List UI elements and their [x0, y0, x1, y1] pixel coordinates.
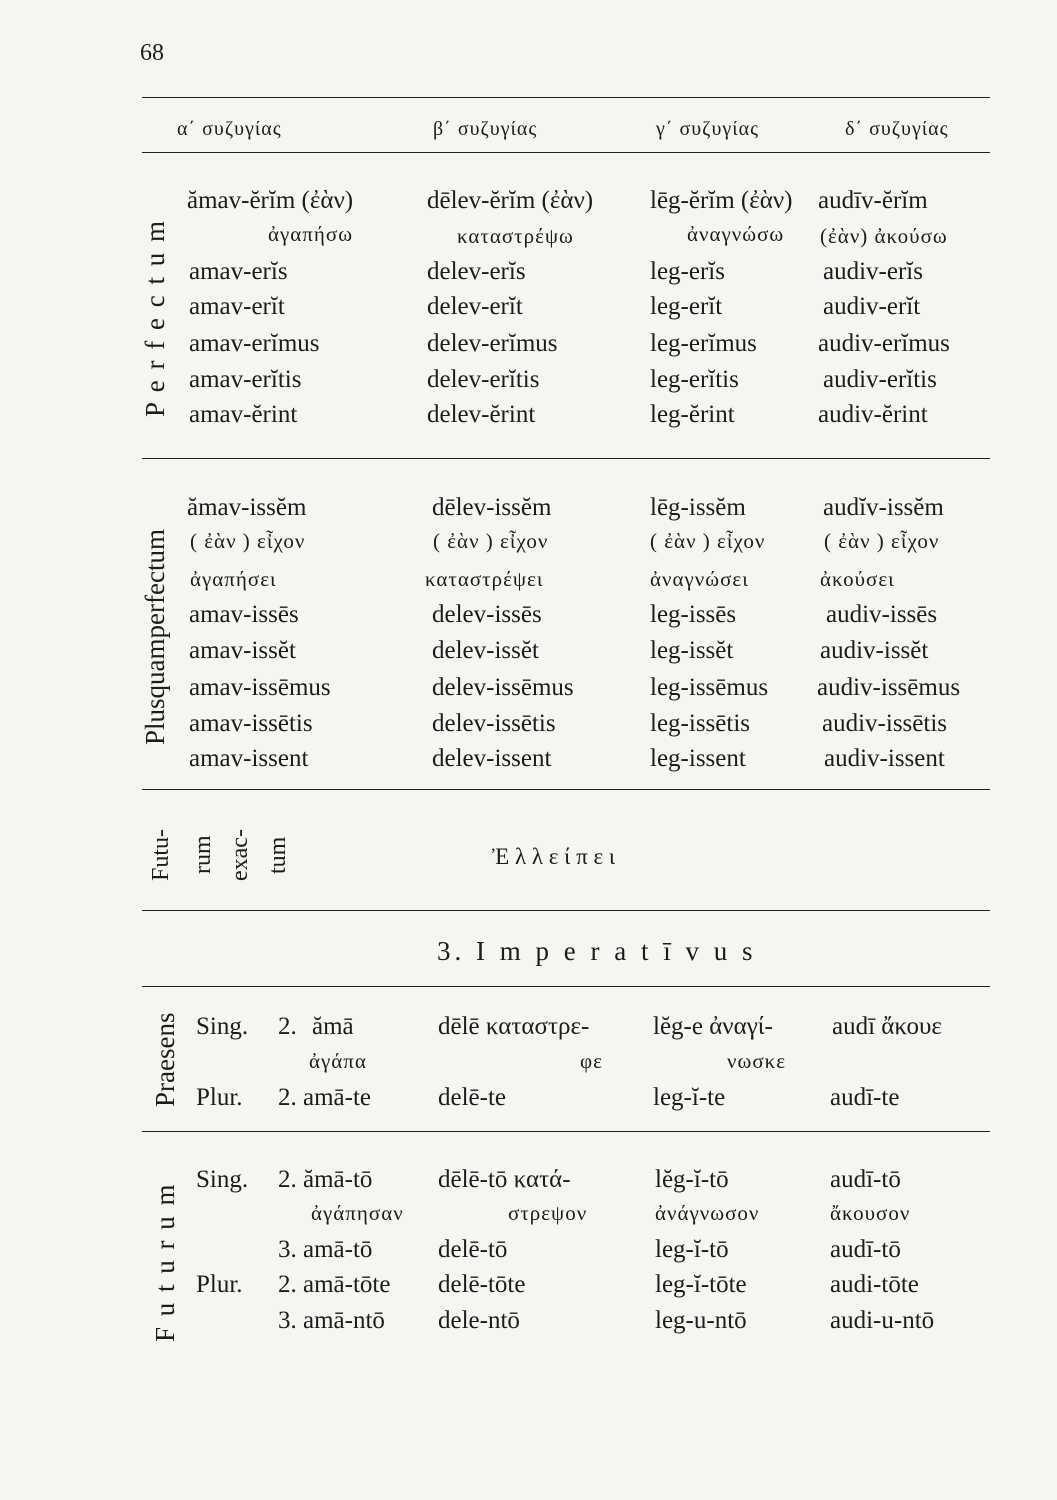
- futurum-greek-col3: ἀνάγνωσον: [655, 1201, 760, 1225]
- plusq-row6-col4: audiv-issent: [824, 745, 945, 772]
- plusq-row3-col3: leg-issĕt: [650, 637, 734, 664]
- perfectum-row4-col3: leg-erĭmus: [650, 330, 757, 357]
- plusq-eichon-col2: ( ἐὰν ) εἶχον: [433, 529, 549, 553]
- praesens-sing-col2: dēlē καταστρε-: [438, 1013, 590, 1040]
- praesens-plur-col1: 2. amā-te: [278, 1084, 372, 1111]
- futurum-row2-col4: audī-tō: [830, 1236, 901, 1263]
- perfectum-row2-col1: amav-erĭs: [189, 258, 288, 285]
- praesens-greek-col2: φε: [580, 1049, 603, 1073]
- futurum-exactum-label-1: Futu-: [148, 829, 174, 882]
- header-col-1: α΄ συζυγίας: [177, 118, 282, 140]
- plusq-row3-col1: amav-issĕt: [189, 637, 296, 664]
- futurum-row2-col3: leg-ĭ-tō: [655, 1236, 729, 1263]
- perfectum-row6-col4: audiv-ĕrint: [818, 401, 928, 428]
- praesens-bottom-rule: [142, 1131, 990, 1132]
- praesens-plur-col2: delē-te: [438, 1084, 507, 1111]
- futurum-exactum-label-4: tum: [265, 836, 291, 874]
- header-col-2: β΄ συζυγίας: [433, 118, 538, 140]
- plusq-greek-col3: ἀναγνώσει: [650, 567, 749, 591]
- futurum-exactum-label-3: exac-: [227, 829, 253, 881]
- futurum-exactum-label-2: rum: [190, 835, 216, 875]
- futurum-row3-col4: audi-tōte: [830, 1271, 919, 1298]
- praesens-plur-col3: leg-ĭ-te: [653, 1084, 726, 1111]
- futurum-greek-col1: ἀγάπησαν: [311, 1201, 404, 1225]
- futurum-greek-col4: ἄκουσον: [830, 1201, 911, 1225]
- plusq-row1-col1: ămav-issĕm: [187, 494, 307, 521]
- futurum-row1-col2: dēlē-tō κατά-: [438, 1166, 571, 1193]
- futurum-row3-col1: 2. amā-tōte: [278, 1271, 391, 1298]
- plusq-row5-col3: leg-issētis: [650, 710, 750, 737]
- plusq-row2-col4: audiv-issēs: [826, 601, 938, 628]
- futurum-greek-col2: στρεψον: [508, 1201, 588, 1225]
- perfectum-row2-col3: leg-erĭs: [650, 258, 725, 285]
- plusq-row4-col1: amav-issēmus: [189, 674, 331, 701]
- perfectum-row3-col1: amav-erĭt: [189, 293, 285, 320]
- perfectum-greek-col2: καταστρέψω: [457, 224, 574, 248]
- praesens-greek-col1: ἀγάπα: [309, 1049, 367, 1073]
- plusq-row1-col3: lēg-issĕm: [650, 494, 746, 521]
- futurum-row4-col1: 3. amā-ntō: [278, 1307, 385, 1334]
- praesens-plur-prefix: Plur.: [196, 1084, 243, 1111]
- plusq-row4-col4: audiv-issēmus: [817, 674, 961, 701]
- plusq-row6-col2: delev-issent: [432, 745, 552, 772]
- header-col-3: γ΄ συζυγίας: [656, 118, 759, 140]
- perfectum-row6-col3: leg-ĕrint: [650, 401, 735, 428]
- plusq-row3-col4: audiv-issĕt: [820, 637, 929, 664]
- perfectum-row3-col2: delev-erĭt: [427, 293, 523, 320]
- plusq-eichon-col3: ( ἐὰν ) εἶχον: [650, 529, 766, 553]
- perfectum-bottom-rule: [142, 458, 990, 459]
- perfectum-row4-col4: audiv-erĭmus: [818, 330, 950, 357]
- plusq-row4-col2: delev-issēmus: [432, 674, 574, 701]
- plusq-greek-col2: καταστρέψει: [425, 567, 544, 591]
- plusq-row1-col4: audĭv-issĕm: [823, 494, 944, 521]
- perfectum-row5-col3: leg-erĭtis: [650, 366, 739, 393]
- header-col-4: δ΄ συζυγίας: [845, 118, 949, 140]
- plusq-greek-col4: ἀκούσει: [820, 567, 895, 591]
- futurum-row2-col1: 3. amā-tō: [278, 1236, 373, 1263]
- imperativus-title-rule: [142, 986, 990, 987]
- plusq-row2-col1: amav-issēs: [189, 601, 299, 628]
- perfectum-row2-col2: delev-erĭs: [427, 258, 526, 285]
- perfectum-label: P e r f e c t u m: [140, 219, 170, 417]
- praesens-sing-col1: ămā: [312, 1013, 354, 1040]
- plusq-row3-col2: delev-issĕt: [432, 637, 539, 664]
- praesens-plur-col4: audī-te: [830, 1084, 900, 1111]
- perfectum-row3-col4: audiv-erĭt: [823, 293, 921, 320]
- perfectum-row5-col2: delev-erĭtis: [427, 366, 540, 393]
- futurum-row4-col2: dele-ntō: [438, 1307, 520, 1334]
- perfectum-row6-col1: amav-ĕrint: [189, 401, 298, 428]
- plusq-row5-col4: audiv-issētis: [822, 710, 947, 737]
- perfectum-row1-col3: lēg-ĕrĭm (ἐὰν): [650, 187, 793, 214]
- table-top-rule: [142, 97, 990, 98]
- perfectum-greek-col3: ἀναγνώσω: [687, 222, 785, 246]
- plusq-row1-col2: dēlev-issĕm: [432, 494, 552, 521]
- plusq-row2-col2: delev-issēs: [432, 601, 542, 628]
- praesens-sing-person: 2.: [278, 1013, 297, 1040]
- perfectum-row1-col4: audīv-ĕrĭm: [818, 187, 928, 214]
- plusq-eichon-col4: ( ἐὰν ) εἶχον: [824, 529, 940, 553]
- plusq-row5-col1: amav-issētis: [189, 710, 313, 737]
- perfectum-row6-col2: delev-ĕrint: [427, 401, 536, 428]
- plusq-row4-col3: leg-issēmus: [650, 674, 769, 701]
- futurum-label: F u t u r u m: [150, 1182, 180, 1343]
- perfectum-row3-col3: leg-erĭt: [650, 293, 723, 320]
- perfectum-greek-col1: ἀγαπήσω: [268, 222, 354, 246]
- futurum-row3-col3: leg-ĭ-tōte: [655, 1271, 747, 1298]
- futurum-row4-col3: leg-u-ntō: [655, 1307, 747, 1334]
- perfectum-row4-col2: delev-erĭmus: [427, 330, 558, 357]
- futurum-row2-col2: delē-tō: [438, 1236, 508, 1263]
- praesens-label: Praesens: [150, 1012, 180, 1107]
- perfectum-row4-col1: amav-erĭmus: [189, 330, 320, 357]
- perfectum-row5-col1: amav-erĭtis: [189, 366, 302, 393]
- plusq-row6-col3: leg-issent: [650, 745, 746, 772]
- plusquamperfectum-bottom-rule: [142, 789, 990, 790]
- futurum-plur-prefix: Plur.: [196, 1271, 243, 1298]
- perfectum-row1-col1: ămav-ĕrĭm (ἐὰν): [187, 187, 354, 214]
- plusq-row2-col3: leg-issēs: [650, 601, 737, 628]
- praesens-sing-col3: lĕg-e ἀναγί-: [653, 1013, 773, 1040]
- header-bottom-rule: [142, 152, 990, 153]
- plusq-row5-col2: delev-issētis: [432, 710, 556, 737]
- futurum-row1-col1: 2. ămā-tō: [278, 1166, 373, 1193]
- perfectum-row2-col4: audiv-erĭs: [823, 258, 923, 285]
- plusq-greek-col1: ἀγαπήσει: [190, 567, 277, 591]
- imperativus-title: 3. I m p e r a t ī v u s: [437, 936, 757, 966]
- praesens-sing-prefix: Sing.: [196, 1013, 249, 1040]
- perfectum-greek-col4: (ἐὰν) ἀκούσω: [820, 224, 948, 248]
- futurum-row3-col2: delē-tōte: [438, 1271, 526, 1298]
- praesens-sing-col4: audī ἄκουε: [832, 1013, 942, 1040]
- perfectum-row5-col4: audiv-erĭtis: [823, 366, 937, 393]
- futurum-row1-col3: lĕg-ĭ-tō: [655, 1166, 729, 1193]
- plusq-row6-col1: amav-issent: [189, 745, 309, 772]
- futurum-row1-col4: audī-tō: [830, 1166, 901, 1193]
- futurum-exactum-bottom-rule: [142, 910, 990, 911]
- page-number: 68: [140, 40, 164, 66]
- plusquamperfectum-label: Plusquamperfectum: [140, 529, 170, 746]
- futurum-sing-prefix: Sing.: [196, 1166, 249, 1193]
- praesens-greek-col3: νωσκε: [727, 1049, 787, 1073]
- plusq-eichon-col1: ( ἐὰν ) εἶχον: [190, 529, 306, 553]
- perfectum-row1-col2: dēlev-ĕrĭm (ἐὰν): [427, 187, 594, 214]
- futurum-exactum-text: Ἐ λ λ ε ί π ε ι: [492, 844, 616, 869]
- futurum-row4-col4: audi-u-ntō: [830, 1307, 935, 1334]
